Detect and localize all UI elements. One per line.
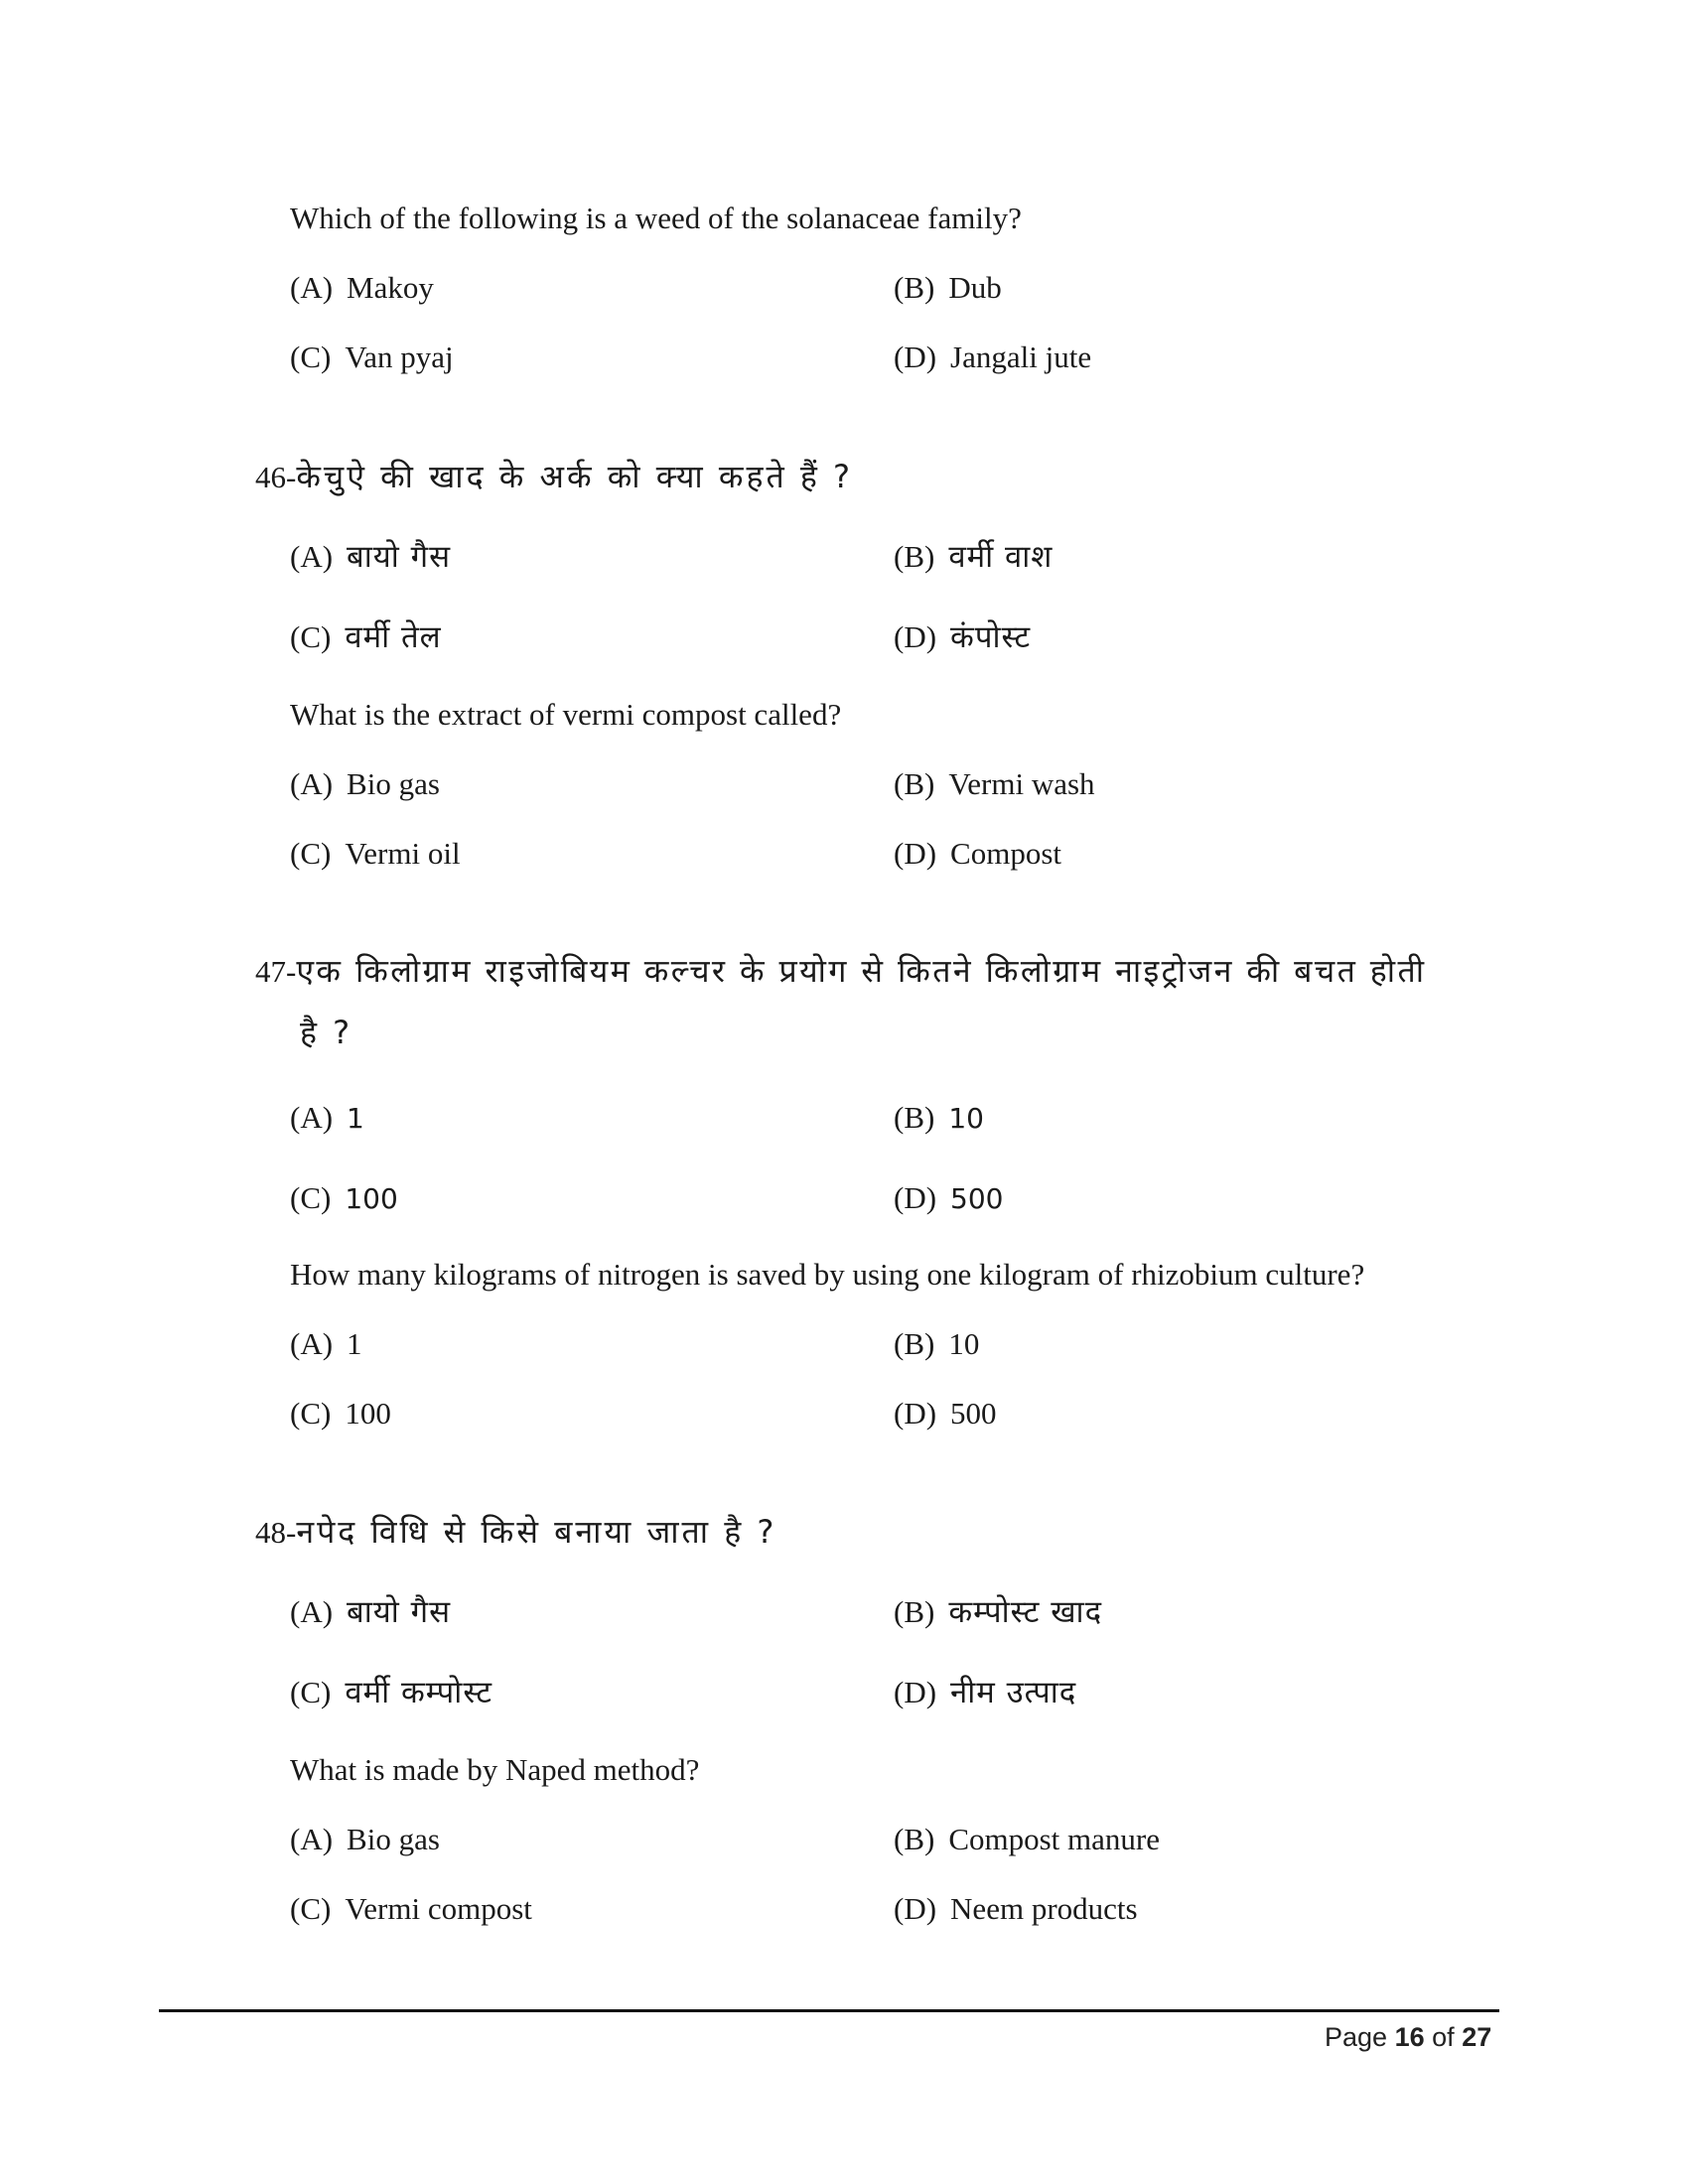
option-text: 100: [345, 1182, 398, 1215]
option-label: (B): [894, 1594, 935, 1629]
question-text: नपेद विधि से किसे बनाया जाता है ?: [296, 1513, 777, 1551]
question-text: एक किलोग्राम राइजोबियम कल्चर के प्रयोग से कितने किलोग्राम नाइट्रोजन की बचत होती: [296, 952, 1427, 990]
q47-question-hi-line1: [255, 951, 1426, 992]
option-text: Dub: [948, 270, 1002, 305]
option-text: Vermi wash: [948, 766, 1095, 801]
option-label: (B): [894, 270, 935, 305]
q47-option-c-en: [290, 1394, 391, 1433]
question-text: है ?: [300, 1014, 353, 1051]
option-label: (C): [290, 836, 332, 871]
q46-option-c-hi: [290, 617, 442, 657]
option-label: (B): [894, 1100, 935, 1135]
option-label: (A): [290, 766, 334, 801]
option-label: (A): [290, 539, 334, 574]
q47-question-en: How many kilograms of nitrogen is saved by using one kilogram of rhizobium culture?: [290, 1257, 1365, 1292]
option-text: बायो गैस: [347, 1594, 452, 1630]
option-label: (A): [290, 1100, 334, 1135]
option-label: (D): [894, 1180, 937, 1215]
option-label: (A): [290, 1326, 334, 1361]
option-text: 1: [347, 1102, 364, 1135]
q45-option-c-en: [290, 338, 454, 377]
q46-option-b-en: [894, 764, 1095, 804]
option-text: वर्मी तेल: [345, 619, 442, 655]
question-number: 47-: [255, 954, 297, 989]
q47-option-d-en: [894, 1394, 997, 1433]
q47-option-b-hi: [894, 1098, 984, 1139]
option-text: Jangali jute: [950, 340, 1092, 374]
option-label: (C): [290, 1675, 332, 1709]
q48-option-b-en: [894, 1820, 1160, 1859]
option-label: (C): [290, 1396, 332, 1431]
page-number: [1325, 2017, 1491, 2057]
q48-option-a-hi: [290, 1592, 451, 1632]
q47-option-d-hi: [894, 1178, 1004, 1219]
page-word: Page: [1325, 2022, 1388, 2052]
q48-option-d-en: [894, 1889, 1138, 1929]
footer-divider: [159, 2009, 1499, 2012]
option-label: (A): [290, 270, 334, 305]
q45-option-a-en: [290, 268, 434, 308]
option-text: Neem products: [950, 1891, 1138, 1926]
option-label: (B): [894, 766, 935, 801]
q46-option-c-en: [290, 834, 461, 874]
q47-question-hi-line2: [300, 1013, 352, 1053]
q46-question-hi: [255, 457, 853, 497]
option-label: (B): [894, 1326, 935, 1361]
q48-question-en: What is made by Naped method?: [290, 1752, 700, 1787]
q46-option-d-hi: [894, 617, 1031, 657]
option-label: (D): [894, 340, 937, 374]
option-label: (C): [290, 1180, 332, 1215]
question-number: 48-: [255, 1515, 297, 1550]
option-label: (C): [290, 1891, 332, 1926]
option-text: वर्मी कम्पोस्ट: [345, 1675, 493, 1710]
option-label: (A): [290, 1822, 334, 1856]
option-label: (B): [894, 539, 935, 574]
q46-option-d-en: [894, 834, 1061, 874]
option-label: (D): [894, 1675, 937, 1709]
page-total: 27: [1462, 2022, 1492, 2052]
option-label: (C): [290, 619, 332, 654]
option-text: बायो गैस: [347, 539, 452, 575]
q46-option-b-hi: [894, 537, 1053, 577]
option-text: कम्पोस्ट खाद: [948, 1594, 1103, 1630]
of-word: of: [1432, 2022, 1455, 2052]
question-number: 46-: [255, 460, 297, 494]
option-text: 10: [948, 1102, 984, 1135]
q48-question-hi: [255, 1512, 776, 1553]
option-text: Bio gas: [347, 766, 440, 801]
q48-option-a-en: [290, 1820, 440, 1859]
option-text: Bio gas: [347, 1822, 440, 1856]
option-text: 10: [948, 1326, 980, 1361]
option-label: (D): [894, 836, 937, 871]
q48-option-c-en: [290, 1889, 532, 1929]
q45-option-d-en: [894, 338, 1091, 377]
option-text: 500: [950, 1396, 997, 1431]
option-text: 500: [950, 1182, 1004, 1215]
option-text: Van pyaj: [345, 340, 454, 374]
option-label: (B): [894, 1822, 935, 1856]
option-text: नीम उत्पाद: [950, 1675, 1077, 1710]
q47-option-a-hi: [290, 1098, 364, 1139]
question-text: केचुऐ की खाद के अर्क को क्या कहते हैं ?: [296, 458, 854, 495]
q47-option-b-en: [894, 1324, 979, 1364]
q46-option-a-hi: [290, 537, 451, 577]
option-text: Compost: [950, 836, 1062, 871]
option-text: 1: [347, 1326, 362, 1361]
option-text: कंपोस्ट: [950, 619, 1032, 655]
option-text: 100: [345, 1396, 391, 1431]
option-text: Vermi oil: [345, 836, 461, 871]
q46-option-a-en: [290, 764, 440, 804]
q45-question-en: Which of the following is a weed of the solanaceae family?: [290, 201, 1022, 235]
option-text: Vermi compost: [345, 1891, 532, 1926]
option-label: (C): [290, 340, 332, 374]
option-label: (D): [894, 1891, 937, 1926]
q47-option-a-en: [290, 1324, 362, 1364]
q48-option-c-hi: [290, 1673, 492, 1712]
q48-option-d-hi: [894, 1673, 1076, 1712]
q46-question-en: What is the extract of vermi compost called?: [290, 697, 842, 732]
option-label: (A): [290, 1594, 334, 1629]
option-label: (D): [894, 619, 937, 654]
q47-option-c-hi: [290, 1178, 398, 1219]
q45-option-b-en: [894, 268, 1002, 308]
option-text: Makoy: [347, 270, 434, 305]
option-text: वर्मी वाश: [948, 539, 1054, 575]
option-label: (D): [894, 1396, 937, 1431]
q48-option-b-hi: [894, 1592, 1102, 1632]
option-text: Compost manure: [948, 1822, 1160, 1856]
page-current: 16: [1394, 2022, 1425, 2052]
